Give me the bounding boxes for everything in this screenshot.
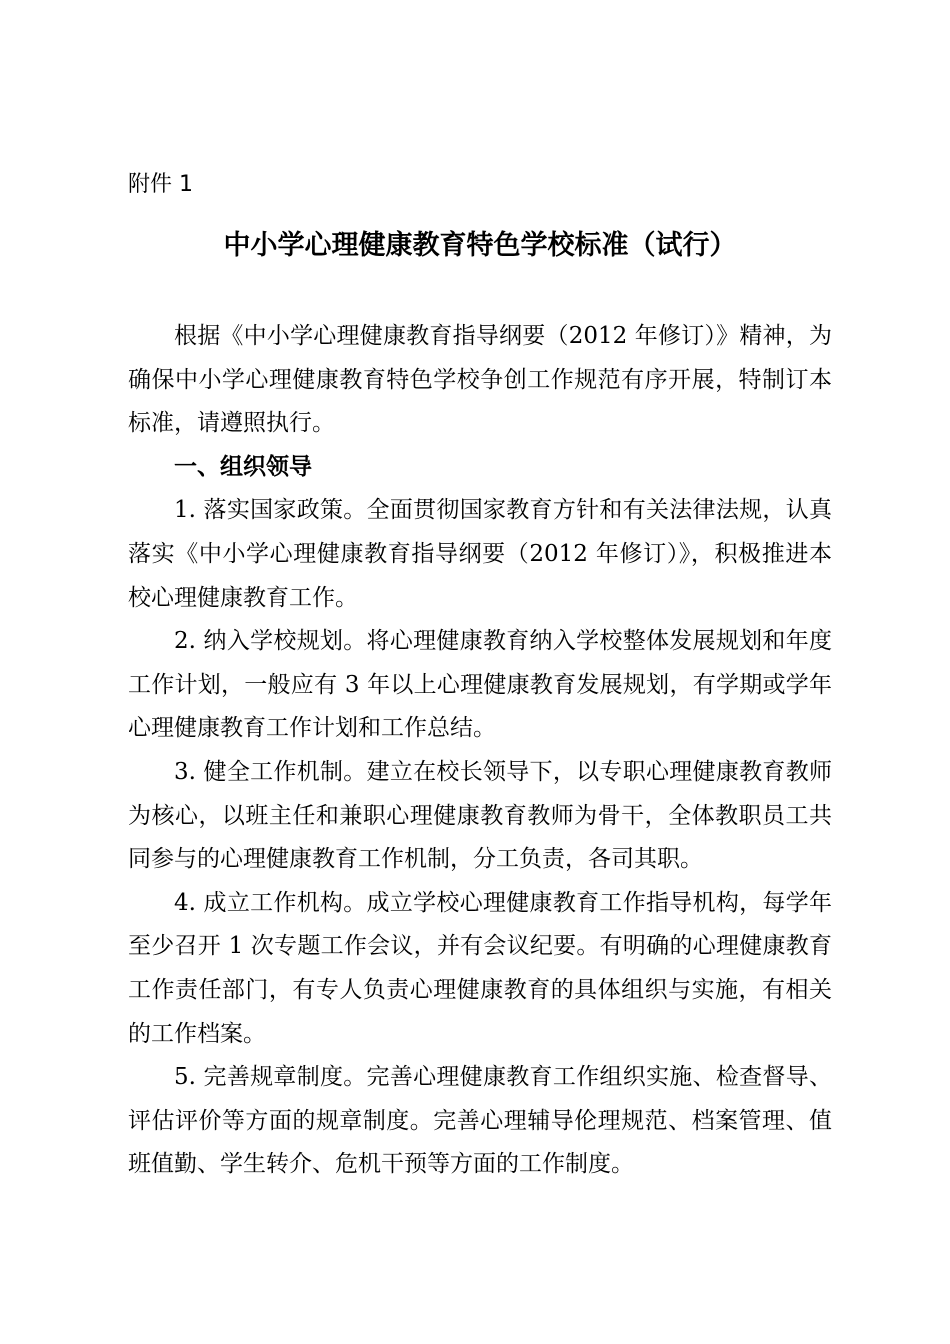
- document-body: [128, 315, 832, 1187]
- document-title: 中小学心理健康教育特色学校标准（试行）: [223, 230, 737, 261]
- list-item: 4. 成立工作机构。成立学校心理健康教育工作指导机构，每学年至少召开 1 次专题工作会议，并有会议纪要。有明确的心理健康教育工作责任部门，有专人负责心理健康教育的具体组织与实施，有相关的工作档案。: [128, 889, 832, 1047]
- list-item: 5. 完善规章制度。完善心理健康教育工作组织实施、检查督导、评估评价等方面的规章制度。完善心理辅导伦理规范、档案管理、值班值勤、学生转介、危机干预等方面的工作制度。: [128, 1064, 832, 1178]
- attachment-label: 附件 1: [128, 172, 193, 197]
- list-item: 3. 健全工作机制。建立在校长领导下，以专职心理健康教育教师为核心，以班主任和兼职心理健康教育教师为骨干，全体教职员工共同参与的心理健康教育工作机制，分工负责，各司其职。: [128, 758, 832, 873]
- list-item: 1. 落实国家政策。全面贯彻国家教育方针和有关法律法规，认真落实《中小学心理健康教育指导纲要（2012 年修订）》，积极推进本校心理健康教育工作。: [128, 497, 832, 611]
- intro-paragraph: 根据《中小学心理健康教育指导纲要（2012 年修订）》精神，为确保中小学心理健康教育特色学校争创工作规范有序开展，特制订本标准，请遵照执行。: [128, 323, 832, 437]
- list-item: 2. 纳入学校规划。将心理健康教育纳入学校整体发展规划和年度工作计划，一般应有 3 年以上心理健康教育发展规划，有学期或学年心理健康教育工作计划和工作总结。: [128, 628, 832, 742]
- section-heading: 一、组织领导: [174, 453, 312, 480]
